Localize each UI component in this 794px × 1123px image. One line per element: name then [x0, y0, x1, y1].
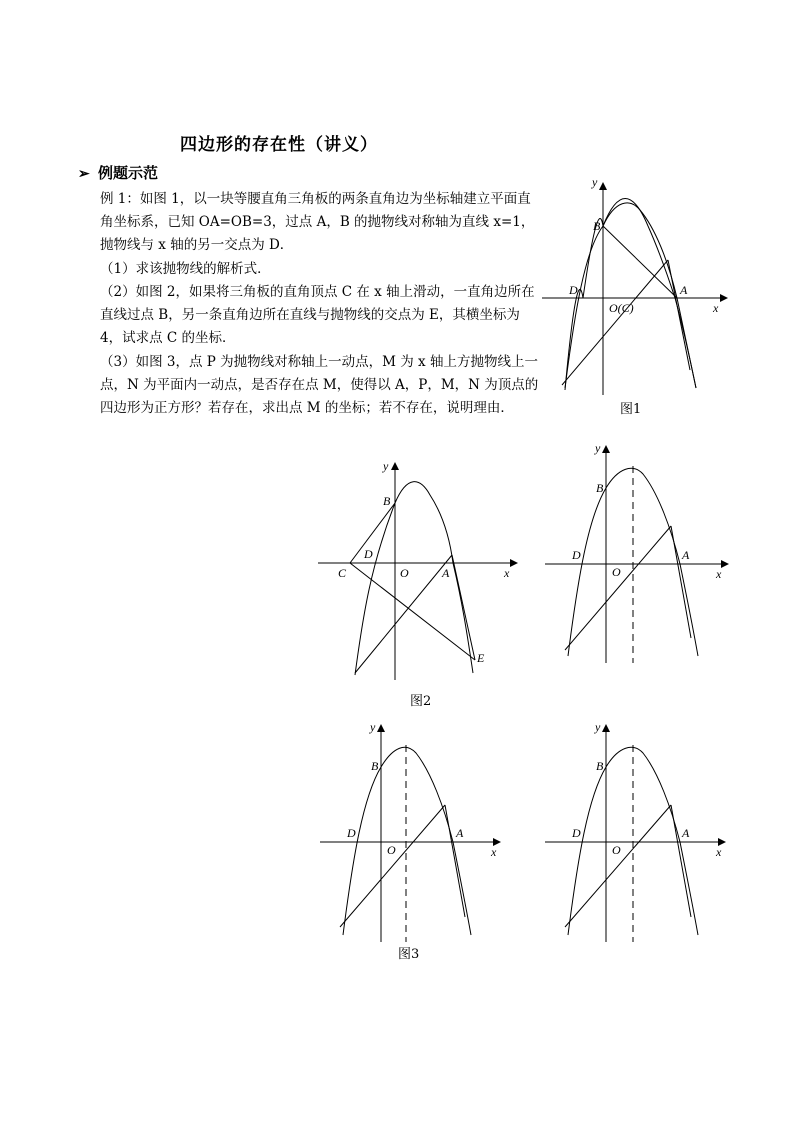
label-x: x [716, 845, 722, 859]
line-ao-cross [340, 805, 445, 927]
label-c: C [338, 566, 347, 580]
triangle-hypotenuse [562, 260, 668, 385]
label-e: E [477, 651, 485, 665]
figure-3-left [318, 717, 508, 947]
caption-figure-2-text: 图2 [410, 694, 432, 709]
y-axis-arrow-icon [599, 182, 607, 190]
label-y: y [592, 175, 598, 189]
label-origin: O(C) [609, 301, 634, 315]
section-label: 例题示范 [98, 164, 159, 182]
y-axis-arrow-icon [602, 445, 610, 453]
y-axis-arrow-icon [602, 724, 610, 732]
label-o: O [612, 843, 621, 857]
parabola-curve [355, 482, 473, 675]
figure-3-right [543, 717, 733, 947]
label-b: B [596, 759, 604, 773]
line-a-down [671, 526, 691, 638]
line-a-down [445, 805, 465, 917]
page-title: 四边形的存在性（讲义） [180, 135, 378, 155]
triangle-edge [668, 260, 690, 370]
line-a-down [671, 805, 691, 917]
parabola-curve [565, 203, 696, 388]
figure-1 [540, 170, 730, 400]
figure-2 [315, 455, 525, 685]
label-x: x [491, 845, 497, 859]
figure-2-blank [543, 438, 733, 668]
label-o: O [400, 566, 409, 580]
x-axis-arrow-icon [721, 560, 729, 568]
label-y: y [595, 441, 601, 455]
label-x: x [504, 566, 510, 580]
line-ao-cross [565, 805, 671, 927]
label-d: D [364, 547, 373, 561]
problem-part-1: （1）求该抛物线的解析式． [100, 261, 271, 277]
label-a: A [680, 283, 688, 297]
label-d: D [569, 283, 578, 297]
label-y: y [595, 720, 601, 734]
problem-part-2: （2）如图 2，如果将三角板的直角顶点 C 在 x 轴上滑动，一直角边所在直线过点 B，另一条直角边所在直线与抛物线的交点为 E，其横坐标为 4，试求点 C 的坐标． [100, 284, 535, 346]
label-o: O [387, 843, 396, 857]
label-b: B [593, 219, 601, 233]
caption-figure-3: 图3 [398, 947, 420, 962]
label-d: D [347, 826, 356, 840]
label-y: y [370, 720, 376, 734]
label-a: A [682, 548, 690, 562]
label-b: B [371, 759, 379, 773]
triangle-hypotenuse [395, 503, 475, 660]
line-ao-cross [565, 526, 671, 650]
label-x: x [716, 567, 722, 581]
label-a: A [682, 826, 690, 840]
label-y: y [383, 459, 389, 473]
label-a: A [456, 826, 464, 840]
y-axis-arrow-icon [377, 724, 385, 732]
label-o: O [612, 565, 621, 579]
caption-figure-1: 图1 [620, 402, 642, 417]
problem-part-3: （3）如图 3，点 P 为抛物线对称轴上一动点，M 为 x 轴上方抛物线上一点，N 为平面内一动点，是否存在点 M，使得以 A，P，M，N 为顶点的四边形为正方形？若存在，求出点 M 的坐标；若不存在，说明理由． [100, 354, 539, 416]
problem-intro: 例 1：如图 1，以一块等腰直角三角板的两条直角边为坐标轴建立平面直角坐标系，已知 OA=OB=3，过点 A，B 的抛物线对称轴为直线 x=1，抛物线与 x 轴的另一交点为 D． [100, 191, 535, 253]
label-d: D [572, 548, 581, 562]
label-x: x [713, 301, 719, 315]
bullet-arrow-icon: ➢ [78, 166, 90, 182]
x-axis-arrow-icon [510, 559, 518, 567]
x-axis-arrow-icon [720, 294, 728, 302]
y-axis-arrow-icon [391, 462, 399, 470]
label-d: D [572, 826, 581, 840]
label-a: A [442, 566, 450, 580]
label-b: B [596, 481, 604, 495]
section-heading [78, 162, 158, 183]
label-b: B [383, 494, 391, 508]
